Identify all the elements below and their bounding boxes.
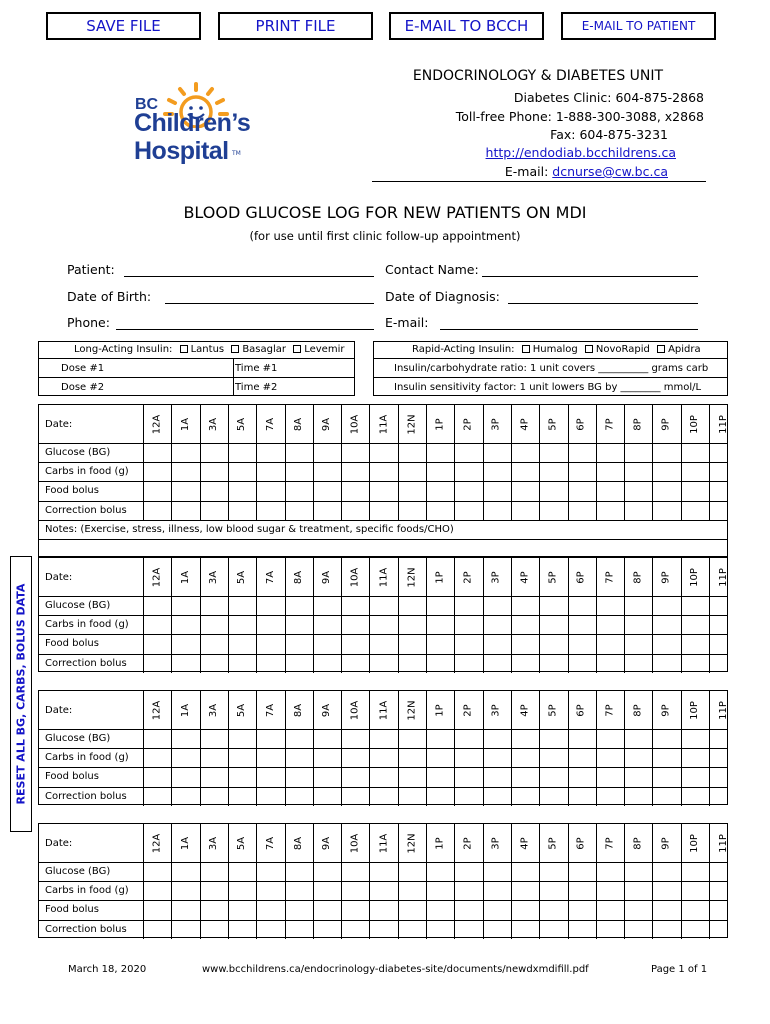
time-column-label: [285, 705, 313, 716]
time2-label: Time #2: [235, 382, 278, 393]
time-column-label: [568, 705, 596, 716]
time-column-label: [200, 838, 228, 849]
time-label-text: 2P: [462, 418, 474, 431]
time1-label: Time #1: [235, 363, 278, 374]
time-column-label: [341, 567, 369, 588]
time-label-text: 8A: [292, 703, 304, 718]
time-label-text: 6P: [576, 837, 587, 850]
date-label: Date:: [45, 838, 73, 849]
time-label-text: 1P: [434, 571, 446, 584]
time-column-label: [256, 572, 284, 583]
time-column-label: [652, 838, 680, 849]
time-column-label: [285, 838, 313, 849]
row-label: Carbs in food (g): [45, 885, 129, 897]
time-label-text: 11P: [717, 568, 729, 587]
time-label-text: 3P: [491, 571, 503, 584]
time-column-label: [624, 705, 652, 716]
time-label-text: 3P: [491, 837, 503, 850]
time-column-label: [285, 419, 313, 430]
time-label-text: 5P: [547, 571, 559, 584]
time-label-text: 10P: [689, 415, 701, 434]
time-column-label: [143, 700, 171, 721]
time-label-text: 11A: [377, 567, 389, 588]
row-label: Carbs in food (g): [45, 466, 129, 478]
time-label-text: 11A: [377, 414, 389, 435]
time-column-label: [200, 572, 228, 583]
time-label-text: 8P: [632, 571, 644, 584]
time-column-label: [398, 700, 426, 721]
time-label-text: 1P: [434, 704, 446, 717]
time-label-text: 7A: [264, 570, 276, 585]
time-label-text: 8P: [632, 704, 644, 717]
row-label: Glucose (BG): [45, 447, 111, 458]
time-column-label: [426, 419, 454, 430]
time-label-text: 3A: [208, 570, 220, 585]
time-label-text: 12N: [406, 567, 418, 588]
row-label: Food bolus: [45, 904, 99, 916]
time-column-label: [454, 572, 482, 583]
dose2-label: Dose #2: [61, 382, 105, 393]
log-table: [38, 557, 728, 672]
time-label-text: 1A: [179, 836, 191, 851]
time-label-text: 1A: [179, 570, 191, 585]
time-column-label: [539, 838, 567, 849]
time-column-label: [228, 705, 256, 716]
time-label-text: 10P: [689, 568, 701, 587]
dose1-label: Dose #1: [61, 363, 105, 374]
time-column-label: [681, 568, 709, 587]
time-column-label: [483, 419, 511, 430]
contact-name-field[interactable]: [482, 276, 698, 277]
time-column-label: [426, 838, 454, 849]
time-column-label: [483, 838, 511, 849]
time-label-text: 5P: [547, 704, 559, 717]
row-label: Food bolus: [45, 771, 99, 783]
time-column-label: [568, 838, 596, 849]
reset-data-label: RESET ALL BG, CARBS, BOLUS DATA: [14, 583, 28, 805]
time-column-label: [398, 833, 426, 854]
time-column-label: [143, 833, 171, 854]
time-label-text: 10A: [349, 700, 361, 721]
time-label-text: 9A: [321, 836, 333, 851]
row-label: Correction bolus: [45, 790, 127, 802]
time-label-text: 10A: [349, 414, 361, 435]
time-label-text: 12A: [151, 414, 163, 435]
time-column-label: [228, 838, 256, 849]
row-label: Correction bolus: [45, 504, 127, 516]
time-label-text: 11P: [717, 701, 729, 720]
email-label: E-mail:: [504, 164, 549, 179]
time-label-text: 11A: [377, 700, 389, 721]
date-label: Date:: [45, 419, 73, 430]
time-label-text: 12N: [406, 833, 418, 854]
time-column-label: [709, 701, 737, 720]
patient-label: Patient:: [67, 262, 115, 277]
time-column-label: [398, 414, 426, 435]
date-label: Date:: [45, 705, 73, 716]
time-column-label: [369, 700, 397, 721]
page-title: BLOOD GLUCOSE LOG FOR NEW PATIENTS ON MDI: [183, 203, 587, 222]
unit-title: ENDOCRINOLOGY & DIABETES UNIT: [412, 68, 664, 84]
phone-label: Phone:: [67, 315, 110, 330]
row-label: Correction bolus: [45, 657, 127, 669]
header-divider: [372, 181, 706, 182]
row-label: Food bolus: [45, 485, 99, 497]
humalog-checkbox[interactable]: [522, 345, 530, 353]
time-label-text: 9A: [321, 417, 333, 432]
time-column-label: [596, 705, 624, 716]
contact-name-label: Contact Name:: [385, 262, 479, 277]
time-column-label: [313, 572, 341, 583]
time-column-label: [341, 414, 369, 435]
log-table: [38, 823, 728, 938]
time-label-text: 7P: [604, 571, 616, 584]
dob-label: Date of Birth:: [67, 289, 152, 304]
time-column-label: [709, 568, 737, 587]
time-label-text: 2P: [462, 704, 474, 717]
tollfree-phone: Toll-free Phone: 1-888-300-3088, x2868: [455, 109, 704, 124]
time-label-text: 8P: [632, 837, 644, 850]
time-column-label: [709, 834, 737, 853]
time-label-text: 5A: [236, 417, 248, 432]
time-column-label: [398, 567, 426, 588]
time-column-label: [171, 705, 199, 716]
basaglar-checkbox[interactable]: [231, 345, 239, 353]
time-column-label: [511, 705, 539, 716]
time-column-label: [624, 419, 652, 430]
page-subtitle: (for use until first clinic follow-up appointment): [249, 229, 521, 243]
row-label: Food bolus: [45, 638, 99, 650]
time-label-text: 3A: [208, 836, 220, 851]
time-label-text: 4P: [519, 571, 531, 584]
time-label-text: 5P: [547, 418, 559, 431]
time-column-label: [228, 572, 256, 583]
time-label-text: 4P: [519, 704, 531, 717]
time-column-label: [143, 567, 171, 588]
time-column-label: [483, 572, 511, 583]
time-column-label: [681, 415, 709, 434]
time-label-text: 10A: [349, 567, 361, 588]
time-column-label: [256, 705, 284, 716]
long-acting-label: Long-Acting Insulin: Lantus Basaglar Levemir: [74, 344, 345, 355]
carb-ratio-field[interactable]: Insulin/carbohydrate ratio: 1 unit covers __________ grams carb: [394, 363, 709, 374]
time-column-label: [539, 419, 567, 430]
time-column-label: [568, 419, 596, 430]
time-label-text: 12A: [151, 567, 163, 588]
time-column-label: [681, 834, 709, 853]
fax-number: Fax: 604-875-3231: [550, 127, 668, 142]
time-column-label: [200, 419, 228, 430]
time-column-label: [681, 701, 709, 720]
row-label: Correction bolus: [45, 923, 127, 935]
date-label: Date:: [45, 572, 73, 583]
phone-field[interactable]: [116, 329, 374, 330]
time-column-label: [171, 838, 199, 849]
time-label-text: 3P: [491, 704, 503, 717]
time-column-label: [624, 572, 652, 583]
time-column-label: [539, 572, 567, 583]
print-file-button[interactable]: PRINT FILE: [218, 12, 373, 40]
time-label-text: 3P: [491, 418, 503, 431]
time-column-label: [624, 838, 652, 849]
time-column-label: [341, 700, 369, 721]
time-label-text: 7A: [264, 417, 276, 432]
time-label-text: 9P: [660, 837, 672, 850]
time-label-text: 8A: [292, 836, 304, 851]
time-column-label: [256, 419, 284, 430]
time-column-label: [313, 419, 341, 430]
row-label: Carbs in food (g): [45, 752, 129, 764]
email-patient-button[interactable]: E-MAIL TO PATIENT: [561, 12, 716, 40]
time-label-text: 4P: [519, 837, 531, 850]
rapid-acting-label: Rapid-Acting Insulin: Humalog NovoRapid Apidra: [412, 344, 701, 355]
time-label-text: 2P: [462, 837, 474, 850]
time-column-label: [454, 705, 482, 716]
footer-date: March 18, 2020: [68, 964, 147, 975]
logo-trademark: TM: [232, 150, 241, 157]
time-column-label: [143, 414, 171, 435]
time-column-label: [596, 572, 624, 583]
time-column-label: [228, 419, 256, 430]
time-column-label: [369, 833, 397, 854]
time-label-text: 6P: [576, 704, 587, 717]
footer-url: www.bcchildrens.ca/endocrinology-diabetes-site/documents/newdxmdifill.pdf: [202, 964, 589, 975]
time-label-text: 1P: [434, 418, 446, 431]
time-label-text: 12A: [151, 700, 163, 721]
rapid-acting-insulin-box: [373, 341, 728, 396]
logo-bc-text: BC: [135, 96, 159, 113]
novorapid-checkbox[interactable]: [585, 345, 593, 353]
time-label-text: 11P: [717, 415, 729, 434]
row-label: Glucose (BG): [45, 866, 111, 877]
time-label-text: 5P: [547, 837, 559, 850]
levemir-checkbox[interactable]: [293, 345, 301, 353]
patient-email-label: E-mail:: [385, 315, 429, 330]
time-label-text: 9P: [660, 571, 672, 584]
save-file-button[interactable]: SAVE FILE: [46, 12, 201, 40]
time-column-label: [341, 833, 369, 854]
time-label-text: 5A: [236, 703, 248, 718]
apidra-checkbox[interactable]: [657, 345, 665, 353]
time-column-label: [454, 419, 482, 430]
time-label-text: 8P: [632, 418, 644, 431]
sensitivity-factor-field[interactable]: Insulin sensitivity factor: 1 unit lowers BG by ________ mmol/L: [394, 382, 702, 393]
time-label-text: 7A: [264, 703, 276, 718]
notes-field[interactable]: Notes: (Exercise, stress, illness, low blood sugar & treatment, specific foods/CHO): [45, 523, 454, 535]
lantus-checkbox[interactable]: [180, 345, 188, 353]
time-column-label: [709, 415, 737, 434]
time-label-text: 1A: [179, 703, 191, 718]
time-column-label: [652, 572, 680, 583]
time-label-text: 6P: [576, 571, 587, 584]
time-label-text: 7A: [264, 836, 276, 851]
long-acting-insulin-box: [38, 341, 355, 396]
time-label-text: 10P: [689, 701, 701, 720]
time-label-text: 12A: [151, 833, 163, 854]
time-label-text: 12N: [406, 414, 418, 435]
dob-field[interactable]: [165, 303, 374, 304]
logo-hospital-text: Hospital: [134, 137, 229, 165]
time-column-label: [511, 572, 539, 583]
email-bcch-button[interactable]: E-MAIL TO BCCH: [389, 12, 544, 40]
time-label-text: 6P: [576, 418, 587, 431]
time-label-text: 9A: [321, 703, 333, 718]
time-column-label: [171, 419, 199, 430]
time-label-text: 11P: [717, 834, 729, 853]
website-link[interactable]: http://endodiab.bcchildrens.ca: [485, 145, 676, 160]
time-label-text: 3A: [208, 703, 220, 718]
time-column-label: [285, 572, 313, 583]
diagnosis-date-label: Date of Diagnosis:: [385, 289, 500, 304]
time-column-label: [652, 705, 680, 716]
time-column-label: [313, 838, 341, 849]
time-column-label: [369, 567, 397, 588]
time-column-label: [313, 705, 341, 716]
row-label: Glucose (BG): [45, 733, 111, 744]
time-column-label: [652, 419, 680, 430]
row-label: Glucose (BG): [45, 600, 111, 611]
clinic-phone: Diabetes Clinic: 604-875-2868: [513, 90, 704, 105]
time-column-label: [454, 838, 482, 849]
time-column-label: [426, 705, 454, 716]
time-label-text: 8A: [292, 417, 304, 432]
time-label-text: 9A: [321, 570, 333, 585]
time-label-text: 4P: [519, 418, 531, 431]
time-label-text: 9P: [660, 418, 672, 431]
time-column-label: [426, 572, 454, 583]
log-table: [38, 404, 728, 557]
time-label-text: 9P: [660, 704, 672, 717]
email-line: [505, 164, 668, 179]
time-column-label: [568, 572, 596, 583]
log-table: [38, 690, 728, 805]
patient-field[interactable]: [124, 276, 374, 277]
email-link[interactable]: dcnurse@cw.bc.ca: [552, 164, 668, 179]
time-label-text: 10P: [689, 834, 701, 853]
diagnosis-date-field[interactable]: [508, 303, 698, 304]
time-label-text: 5A: [236, 570, 248, 585]
time-column-label: [256, 838, 284, 849]
time-label-text: 1P: [434, 837, 446, 850]
time-column-label: [539, 705, 567, 716]
time-label-text: 7P: [604, 704, 616, 717]
time-label-text: 11A: [377, 833, 389, 854]
time-column-label: [200, 705, 228, 716]
time-column-label: [511, 838, 539, 849]
time-column-label: [596, 419, 624, 430]
time-label-text: 3A: [208, 417, 220, 432]
time-label-text: 10A: [349, 833, 361, 854]
time-column-label: [483, 705, 511, 716]
time-label-text: 12N: [406, 700, 418, 721]
time-column-label: [171, 572, 199, 583]
time-column-label: [596, 838, 624, 849]
time-label-text: 5A: [236, 836, 248, 851]
time-column-label: [511, 419, 539, 430]
logo-childrens-text: Children’s: [134, 109, 251, 137]
time-label-text: 1A: [179, 417, 191, 432]
time-label-text: 8A: [292, 570, 304, 585]
footer-page: Page 1 of 1: [651, 964, 708, 975]
reset-data-button[interactable]: [10, 556, 32, 832]
time-label-text: 7P: [604, 837, 616, 850]
time-column-label: [369, 414, 397, 435]
time-label-text: 2P: [462, 571, 474, 584]
row-label: Carbs in food (g): [45, 619, 129, 631]
time-label-text: 7P: [604, 418, 616, 431]
patient-email-field[interactable]: [440, 329, 698, 330]
